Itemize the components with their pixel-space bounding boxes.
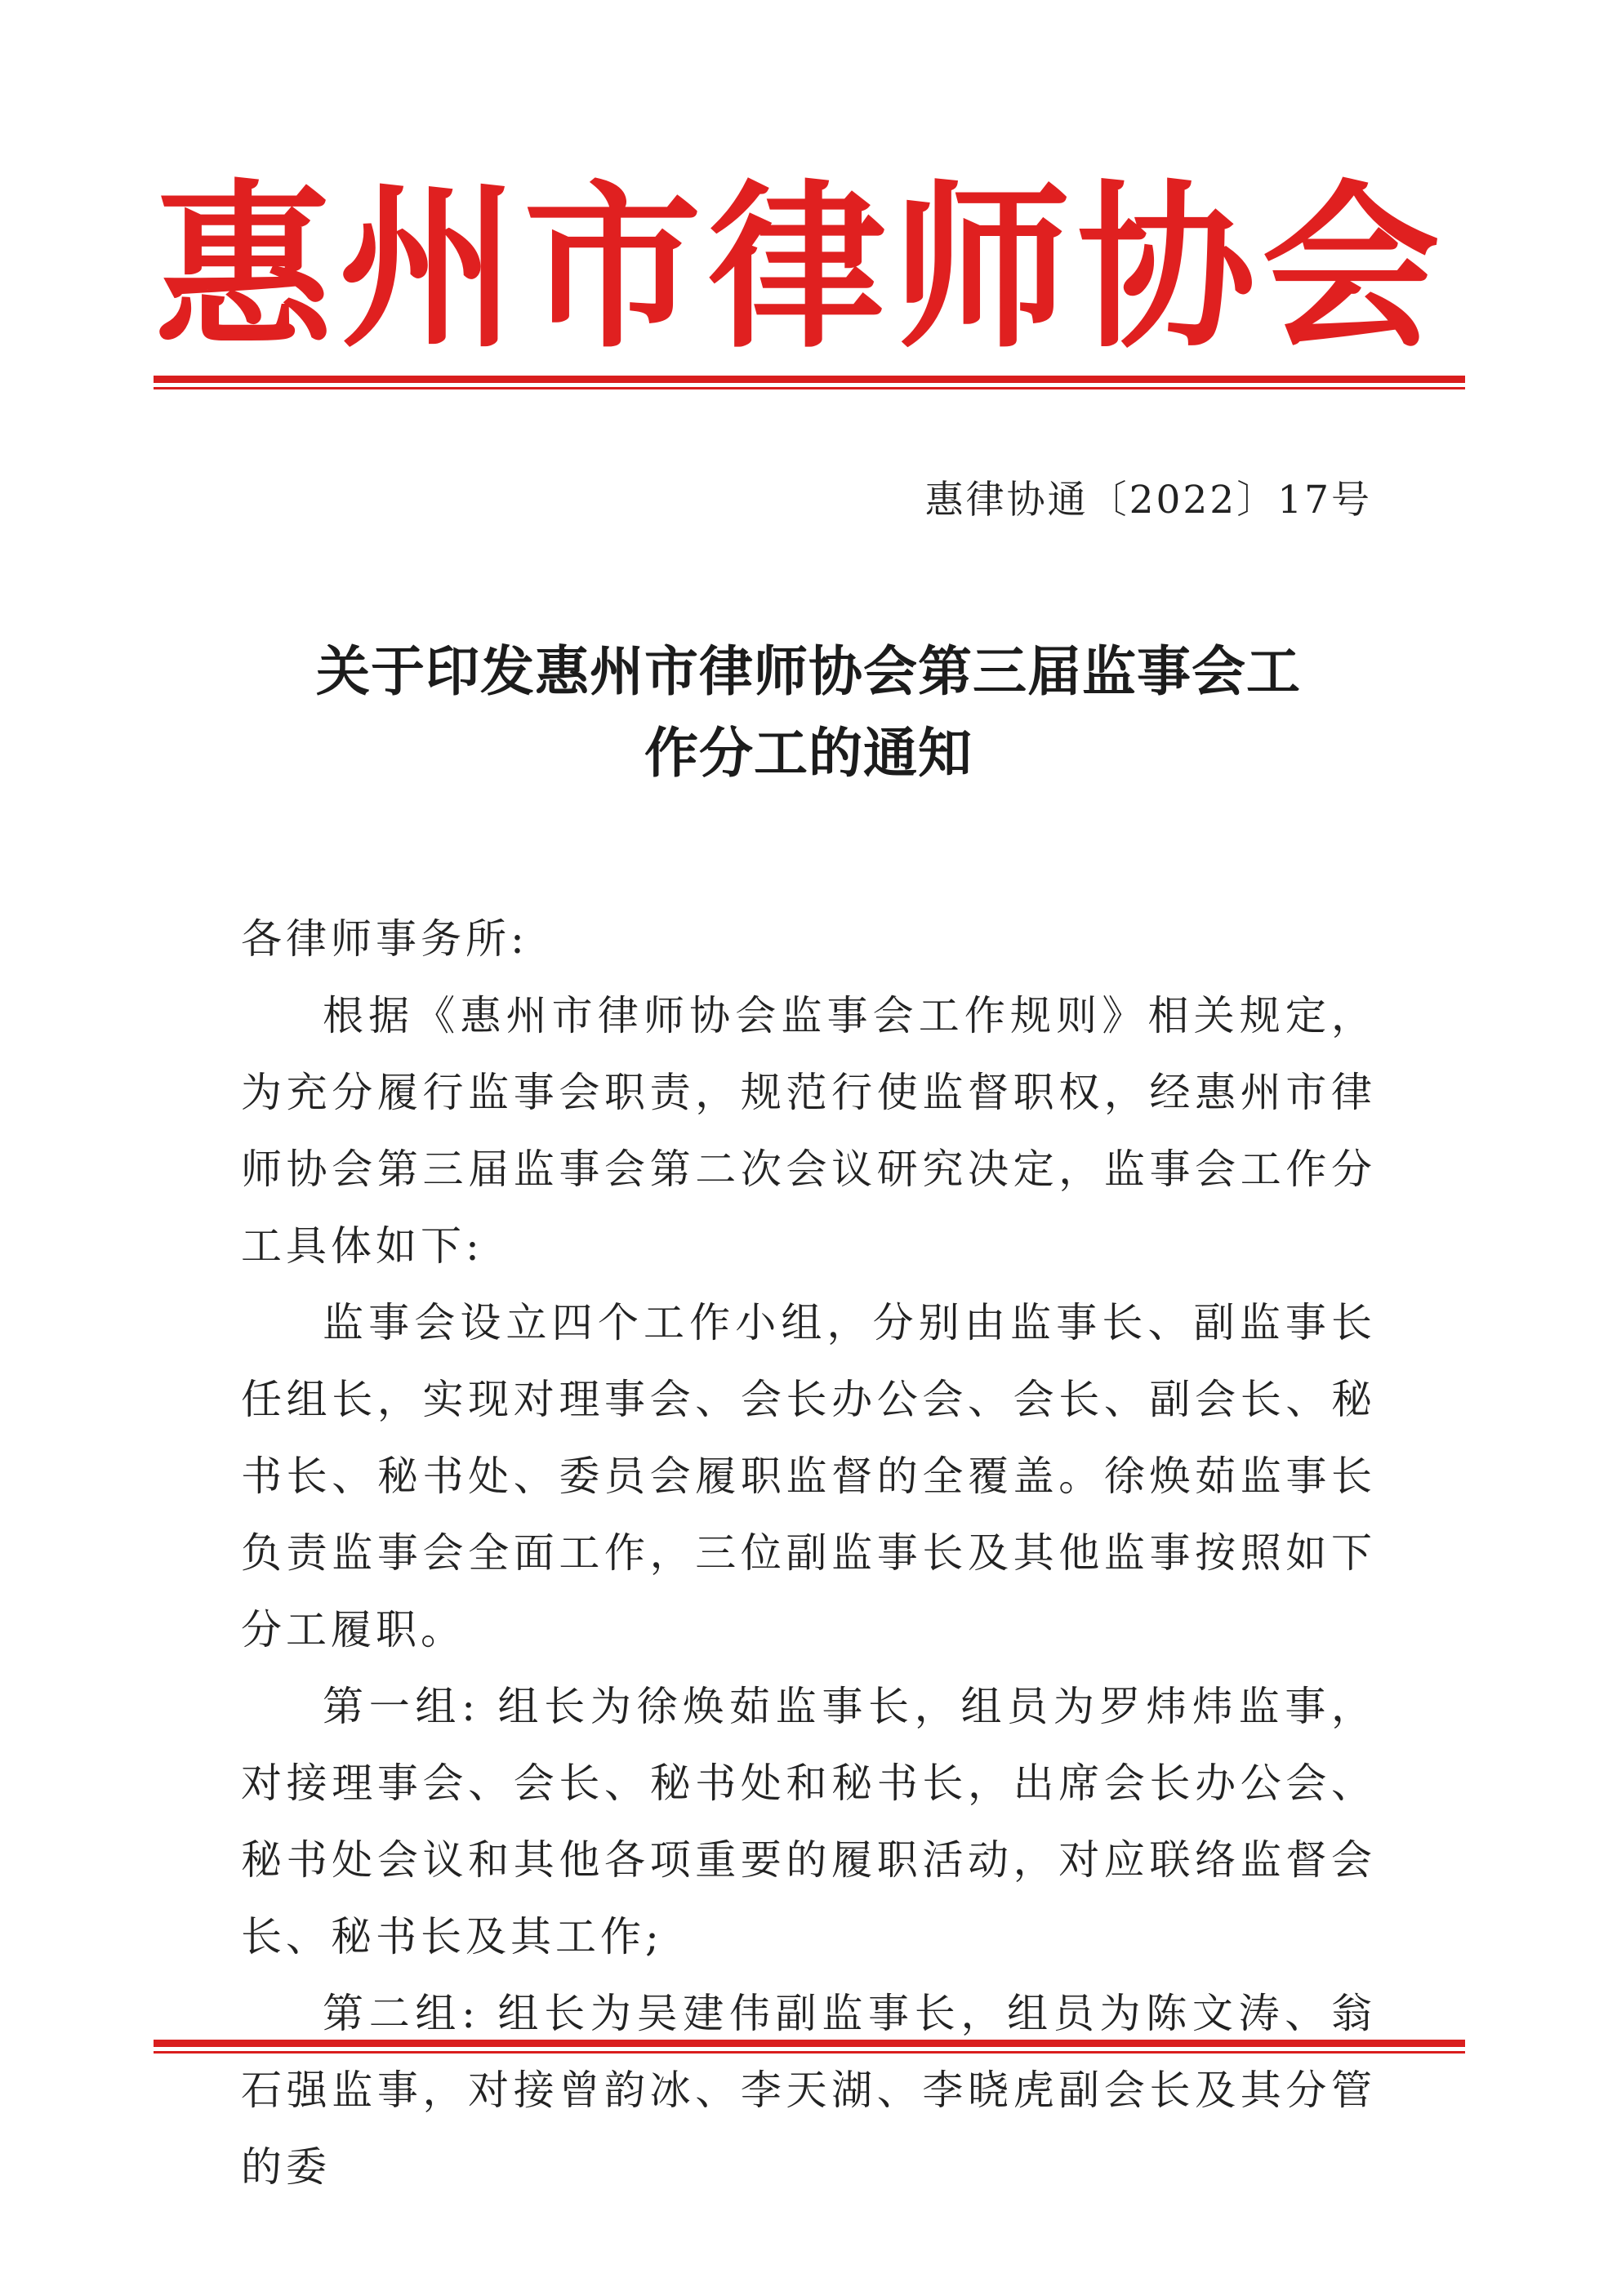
body-paragraph: 第一组: 组长为徐焕茹监事长，组员为罗炜炜监事，对接理事会、会长、秘书处和秘书长，出席会长办公会、秘书处会议和其他各项重要的履职活动，对应联络监督会长、秘书长及其工作;	[241, 1683, 1376, 1960]
salutation: 各律师事务所:	[241, 915, 528, 963]
organization-header: 惠州市律师协会	[154, 166, 1446, 372]
document-title	[245, 630, 1372, 794]
body-paragraph: 根据《惠州市律师协会监事会工作规则》相关规定，为充分履行监事会职责，规范行使监督职权，经惠州市律师协会第三届监事会第二次会议研究决定，监事会工作分工具体如下:	[241, 992, 1376, 1270]
body-paragraph: 监事会设立四个工作小组，分别由监事长、副监事长任组长，实现对理事会、会长办公会、会长、副会长、秘书长、秘书处、委员会履职监督的全覆盖。徐焕茹监事长负责监事会全面工作，三位副监事长及其他监事按照如下分工履职。	[241, 1299, 1376, 1653]
document-title-line: 关于印发惠州市律师协会第三届监事会工	[316, 639, 1301, 703]
body-paragraph: 第二组: 组长为吴建伟副监事长，组员为陈文涛、翁石强监事，对接曾韵冰、李天湖、李晓虎副会长及其分管的委	[241, 1990, 1376, 2191]
document-title-line: 作分工的通知	[644, 721, 973, 785]
document-body	[241, 901, 1376, 2205]
document-number: 惠律协通〔2022〕17号	[924, 478, 1372, 523]
header-red-rule	[154, 376, 1465, 389]
footer-red-rule	[154, 2040, 1465, 2053]
